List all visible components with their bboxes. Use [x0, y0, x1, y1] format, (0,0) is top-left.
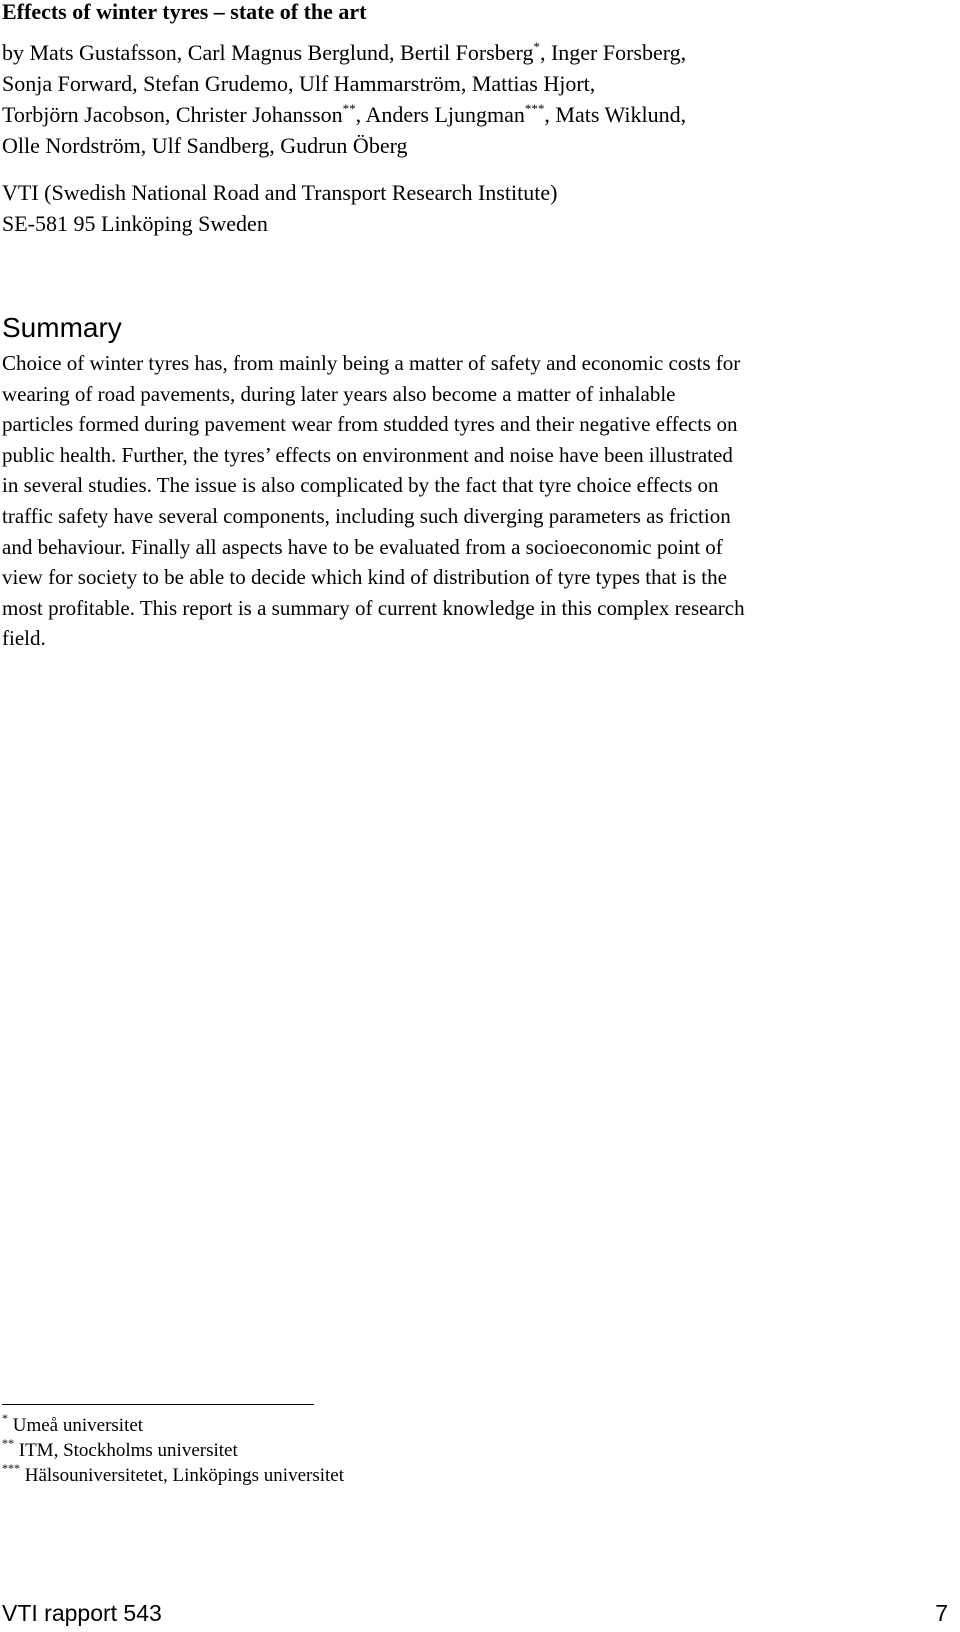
author-text: , Mats Wiklund,: [544, 102, 687, 127]
footnote-mark: **: [2, 1436, 14, 1450]
summary-line: particles formed during pavement wear from studded tyres and their negative effects on: [2, 412, 738, 437]
summary-line: wearing of road pavements, during later years also become a matter of inhalable: [2, 381, 676, 406]
summary-line: and behaviour. Finally all aspects have to be evaluated from a socioeconomic point of: [2, 534, 723, 559]
footnote-text: Umeå universitet: [8, 1415, 144, 1436]
footnote-mark: ***: [2, 1461, 20, 1475]
author-line: [2, 37, 686, 68]
summary-line: field.: [2, 626, 46, 651]
author-text: , Anders Ljungman: [355, 102, 525, 127]
summary-heading: Summary: [2, 312, 122, 343]
author-line: Sonja Forward, Stefan Grudemo, Ulf Hammarström, Mattias Hjort,: [2, 71, 596, 96]
summary-line: in several studies. The issue is also complicated by the fact that tyre choice effects on: [2, 473, 719, 498]
summary-line: traffic safety have several components, including such diverging parameters as friction: [2, 503, 731, 528]
footnote-text: ITM, Stockholms universitet: [14, 1440, 238, 1461]
footnote-divider: [2, 1404, 314, 1405]
summary-line: most profitable. This report is a summary of current knowledge in this complex research: [2, 595, 745, 620]
author-line: [2, 99, 686, 130]
summary-paragraph: [2, 348, 960, 654]
author-text: , Inger Forsberg,: [539, 40, 687, 65]
affiliation-mark: **: [342, 100, 356, 116]
institute-address: SE-581 95 Linköping Sweden: [2, 211, 268, 236]
footnote: [2, 1413, 344, 1438]
report-name: VTI rapport 543: [2, 1600, 162, 1626]
summary-line: view for society to be able to decide which kind of distribution of tyre types that is the: [2, 565, 727, 590]
author-list: [2, 37, 686, 161]
affiliation-mark: ***: [524, 100, 545, 116]
institute-block: [2, 177, 557, 239]
footnote: [2, 1463, 344, 1488]
footnotes: [2, 1413, 344, 1488]
affiliation-mark: *: [533, 38, 540, 54]
summary-line: public health. Further, the tyres’ effects on environment and noise have been illustrated: [2, 442, 733, 467]
author-line: Olle Nordström, Ulf Sandberg, Gudrun Öberg: [2, 133, 408, 158]
footnote-mark: *: [2, 1411, 8, 1425]
document-title: Effects of winter tyres – state of the art: [2, 0, 367, 24]
summary-line: Choice of winter tyres has, from mainly being a matter of safety and economic costs for: [2, 351, 741, 375]
author-text: by Mats Gustafsson, Carl Magnus Berglund, Bertil Forsberg: [2, 40, 534, 65]
institute-name: VTI (Swedish National Road and Transport Research Institute): [2, 180, 558, 205]
footnote-text: Hälsouniversitetet, Linköpings universitet: [20, 1465, 345, 1486]
footnote: [2, 1438, 344, 1463]
page-number: 7: [935, 1600, 948, 1626]
author-text: Torbjörn Jacobson, Christer Johansson: [2, 102, 343, 127]
